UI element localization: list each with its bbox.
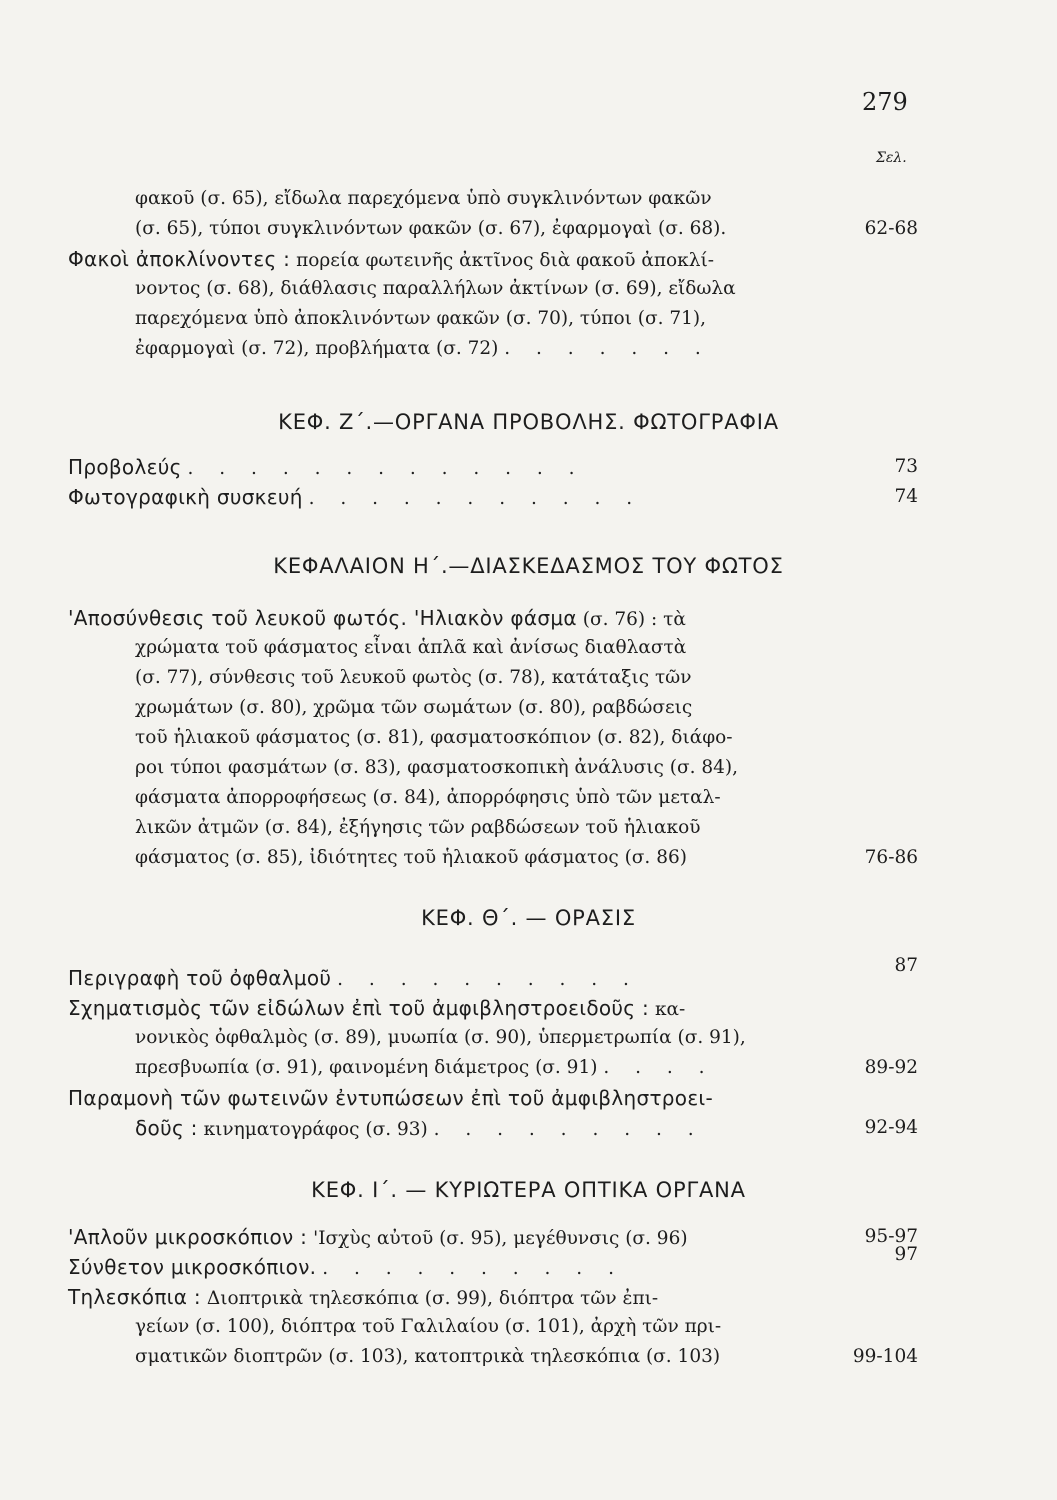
toc-line: χρώματα τοῦ φάσματος εἶναι ἁπλᾶ καὶ ἀνίσως διαθλαστὰ <box>135 637 687 658</box>
toc-line <box>68 482 918 512</box>
entry-term: Φωτογραφικὴ συσκευή <box>68 485 303 509</box>
toc-section-z <box>68 452 918 512</box>
page-range: 76-86 <box>864 847 918 868</box>
page-range: 97 <box>894 1244 918 1265</box>
entry-term: Σύνθετον μικροσκόπιον. <box>68 1255 317 1279</box>
toc-section-theta <box>68 955 918 1143</box>
toc-line <box>68 1083 918 1113</box>
entry-term: Τηλεσκόπια : <box>68 1285 201 1309</box>
toc-line: (σ. 65), τύποι συγκλινόντων φακῶν (σ. 67), ἐφαρμογαὶ (σ. 68). 62-68 <box>68 214 918 244</box>
chapter-heading-z: ΚΕΦ. Ζ΄.—ΟΡΓΑΝΑ ΠΡΟΒΟΛΗΣ. ΦΩΤΟΓΡΑΦΙΑ <box>278 410 779 434</box>
toc-line: φακοῦ (σ. 65), εἴδωλα παρεχόμενα ὑπὸ συγκλινόντων φακῶν <box>135 188 712 209</box>
toc-line: πρεσβυωπία (σ. 91), φαινομένη διάμετρος (σ. 91) . . . . 89-92 <box>68 1053 918 1083</box>
page-range: 62-68 <box>864 218 918 239</box>
page-range: 74 <box>894 486 918 507</box>
toc-line: 'Αποσύνθεσις τοῦ λευκοῦ φωτός. 'Ηλιακὸν φάσμα (σ. 76) : τὰ <box>68 606 686 630</box>
toc-entry-diverging-lenses <box>68 244 918 364</box>
leader-dots: . . . . . . . . . . . . . <box>187 458 585 479</box>
toc-line: γείων (σ. 100), διόπτρα τοῦ Γαλιλαίου (σ. 101), ἀρχὴ τῶν πρι- <box>135 1316 722 1337</box>
leader-dots: . . . . . . . . . . <box>322 1258 624 1279</box>
toc-line: νοντος (σ. 68), διάθλασις παραλλήλων ἀκτίνων (σ. 69), εἴδωλα <box>135 278 736 299</box>
toc-line: χρωμάτων (σ. 80), χρῶμα τῶν σωμάτων (σ. 80), ραβδώσεις <box>135 697 693 718</box>
chapter-heading-i: ΚΕΦ. Ι΄. — ΚΥΡΙΩΤΕΡΑ ΟΠΤΙΚΑ ΟΡΓΑΝΑ <box>311 1178 746 1202</box>
page-range: 89-92 <box>864 1057 918 1078</box>
entry-term: Παραμονὴ τῶν φωτεινῶν ἐντυπώσεων ἐπὶ τοῦ ἀμφιβληστροει- <box>68 1086 714 1110</box>
entry-term: Προβολεύς <box>68 455 182 479</box>
toc-line: παρεχόμενα ὑπὸ ἀποκλινόντων φακῶν (σ. 70), τύποι (σ. 71), <box>135 308 707 329</box>
toc-line <box>68 1244 918 1282</box>
toc-line <box>68 955 918 993</box>
leader-dots: . . . . . . . <box>504 338 711 359</box>
page-range: 95-97 <box>864 1226 918 1247</box>
entry-term: Σχηματισμὸς τῶν εἰδώλων ἐπὶ τοῦ ἀμφιβληστροειδοῦς : <box>68 996 650 1020</box>
toc-line: νονικὸς ὀφθαλμὸς (σ. 89), μυωπία (σ. 90), ὑπερμετρωπία (σ. 91), <box>135 1027 746 1048</box>
page-number: 279 <box>862 88 908 116</box>
toc-entry-lenses-converging <box>68 184 918 244</box>
page-range: 99-104 <box>852 1346 918 1367</box>
leader-dots: . . . . <box>603 1057 715 1078</box>
toc-line: ἐφαρμογαὶ (σ. 72), προβλήματα (σ. 72) . . . . . . . <box>135 338 711 359</box>
toc-line: σματικῶν διοπτρῶν (σ. 103), κατοπτρικὰ τηλεσκόπια (σ. 103) 99-104 <box>68 1342 918 1372</box>
toc-line: Τηλεσκόπια : Διοπτρικὰ τηλεσκόπια (σ. 99), διόπτρα τῶν ἐπι- <box>68 1285 659 1309</box>
toc-line: δοῦς : κινηματογράφος (σ. 93) . . . . . . . . . 92-94 <box>68 1113 918 1143</box>
chapter-heading-h: ΚΕΦΑΛΑΙΟΝ Η΄.—ΔΙΑΣΚΕΔΑΣΜΟΣ ΤΟΥ ΦΩΤΟΣ <box>273 554 784 578</box>
page-range: 73 <box>894 456 918 477</box>
toc-section-h <box>68 603 918 873</box>
page-column-label: Σελ. <box>876 150 907 166</box>
toc-line: 'Απλοῦν μικροσκόπιον : 'Ισχὺς αὐτοῦ (σ. 95), μεγέθυνσις (σ. 96) 95-97 <box>68 1222 918 1252</box>
page-range: 87 <box>894 955 918 976</box>
leader-dots: . . . . . . . . . . . <box>308 488 643 509</box>
toc-line: ροι τύποι φασμάτων (σ. 83), φασματοσκοπικὴ ἀνάλυσις (σ. 84), <box>135 757 739 778</box>
entry-term: 'Αποσύνθεσις τοῦ λευκοῦ φωτός. 'Ηλιακὸν φάσμα <box>68 606 577 630</box>
leader-dots: . . . . . . . . . <box>433 1119 704 1140</box>
toc-line: Σχηματισμὸς τῶν εἰδώλων ἐπὶ τοῦ ἀμφιβληστροειδοῦς : κα- <box>68 996 686 1020</box>
entry-term: 'Απλοῦν μικροσκόπιον : <box>68 1225 308 1249</box>
chapter-heading-theta: ΚΕΦ. Θ΄. — ΟΡΑΣΙΣ <box>421 906 636 930</box>
toc-line: φάσματος (σ. 85), ἰδιότητες τοῦ ἡλιακοῦ φάσματος (σ. 86) 76-86 <box>68 843 918 873</box>
leader-dots: . . . . . . . . . . <box>337 969 639 990</box>
toc-line: τοῦ ἡλιακοῦ φάσματος (σ. 81), φασματοσκόπιον (σ. 82), διάφο- <box>135 727 733 748</box>
toc-line: φάσματα ἀπορροφήσεως (σ. 84), ἀπορρόφησις ὑπὸ τῶν μεταλ- <box>135 787 721 808</box>
toc-line: (σ. 77), σύνθεσις τοῦ λευκοῦ φωτὸς (σ. 78), κατάταξις τῶν <box>135 667 692 688</box>
toc-line <box>68 452 918 482</box>
page-range: 92-94 <box>864 1117 918 1138</box>
entry-term: Φακοὶ ἀποκλίνοντες : <box>68 247 291 271</box>
toc-line: λικῶν ἀτμῶν (σ. 84), ἐξήγησις τῶν ραβδώσεων τοῦ ἡλιακοῦ <box>135 817 701 838</box>
toc-section-i <box>68 1222 918 1372</box>
entry-term: Περιγραφὴ τοῦ ὀφθαλμοῦ <box>68 966 332 990</box>
toc-line: Φακοὶ ἀποκλίνοντες : πορεία φωτεινῆς ἀκτῖνος διὰ φακοῦ ἀποκλί- <box>68 247 714 271</box>
